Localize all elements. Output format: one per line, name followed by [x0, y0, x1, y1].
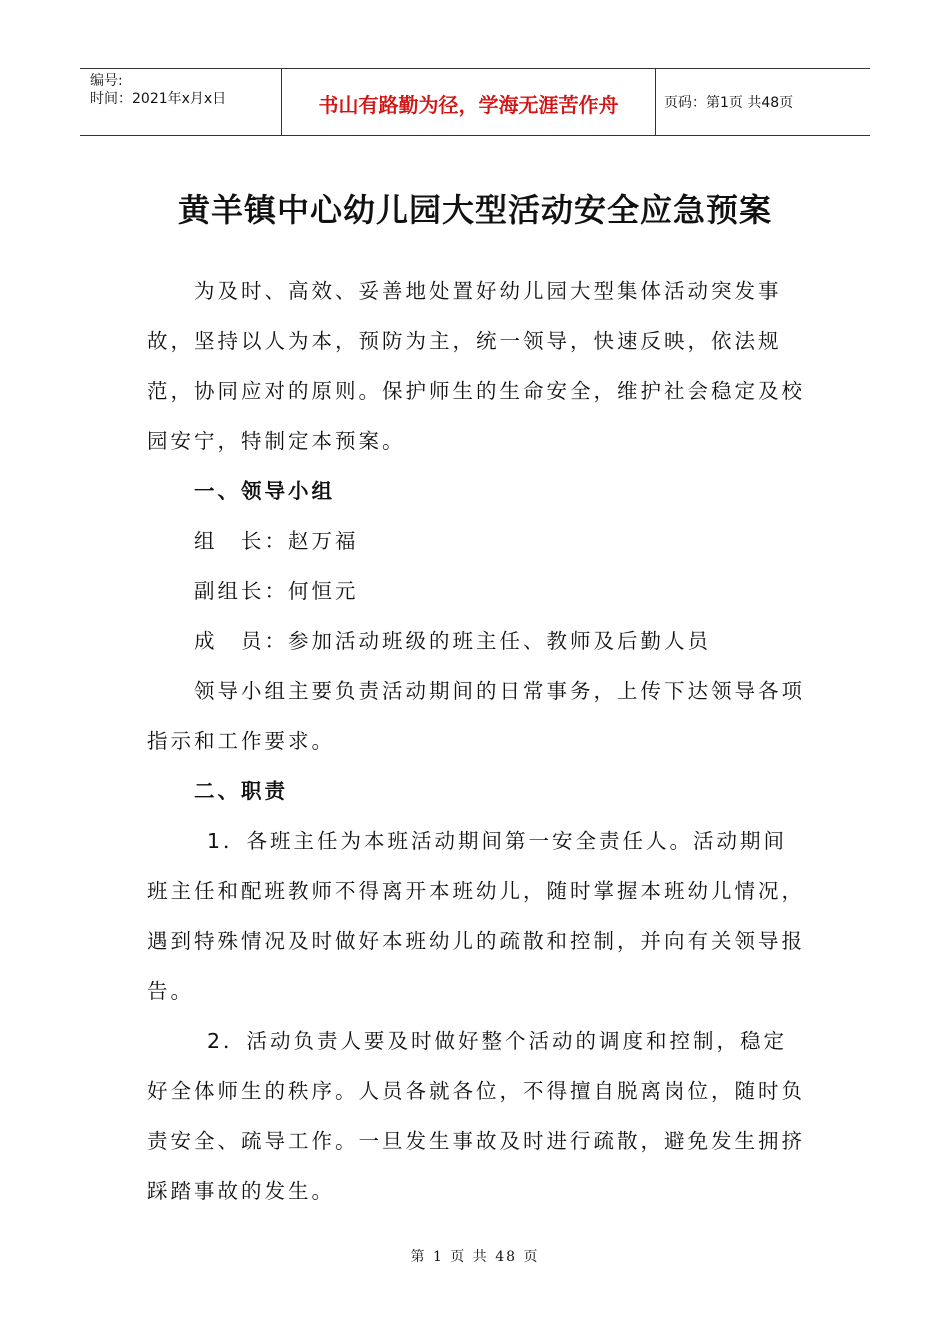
members-line: 成 员：参加活动班级的班主任、教师及后勤人员	[194, 629, 711, 653]
header-motto: 书山有路勤为径，学海无涯苦作舟	[282, 69, 656, 135]
section-heading-duties: 二、职责	[194, 779, 288, 803]
header-meta	[80, 69, 282, 135]
duty-item-1: 1．各班主任为本班活动期间第一安全责任人。活动期间班主任和配班教师不得离开本班幼儿，随时掌握本班幼儿情况，遇到特殊情况及时做好本班幼儿的疏散和控制，并向有关领导报告。	[147, 829, 805, 1003]
header-table	[80, 68, 870, 136]
deputy-leader-line: 副组长：何恒元	[194, 579, 359, 603]
page-footer: 第 1 页 共 48 页	[410, 1249, 540, 1265]
section-heading-leadership: 一、领导小组	[194, 479, 335, 503]
document-date: 时间：2021年x月x日	[90, 91, 227, 107]
document-title: 黄羊镇中心幼儿园大型活动安全应急预案	[177, 191, 772, 229]
duty-item-2: 2．活动负责人要及时做好整个活动的调度和控制，稳定好全体师生的秩序。人员各就各位，不得擅自脱离岗位，随时负责安全、疏导工作。一旦发生事故及时进行疏散，避免发生拥挤踩踏事故的发生。	[147, 1029, 805, 1203]
intro-paragraph: 为及时、高效、妥善地处置好幼儿园大型集体活动突发事故，坚持以人为本，预防为主，统一领导，快速反映，依法规范，协同应对的原则。保护师生的生命安全，维护社会稳定及校园安宁，特制定本预案。	[147, 279, 805, 453]
document-body	[147, 266, 807, 1216]
leader-line: 组 长：赵万福	[194, 529, 359, 553]
header-page-info: 页码：第1页 共48页	[664, 95, 794, 111]
document-number-label: 编号:	[90, 73, 123, 89]
leadership-duty-paragraph: 领导小组主要负责活动期间的日常事务，上传下达领导各项指示和工作要求。	[147, 679, 805, 753]
